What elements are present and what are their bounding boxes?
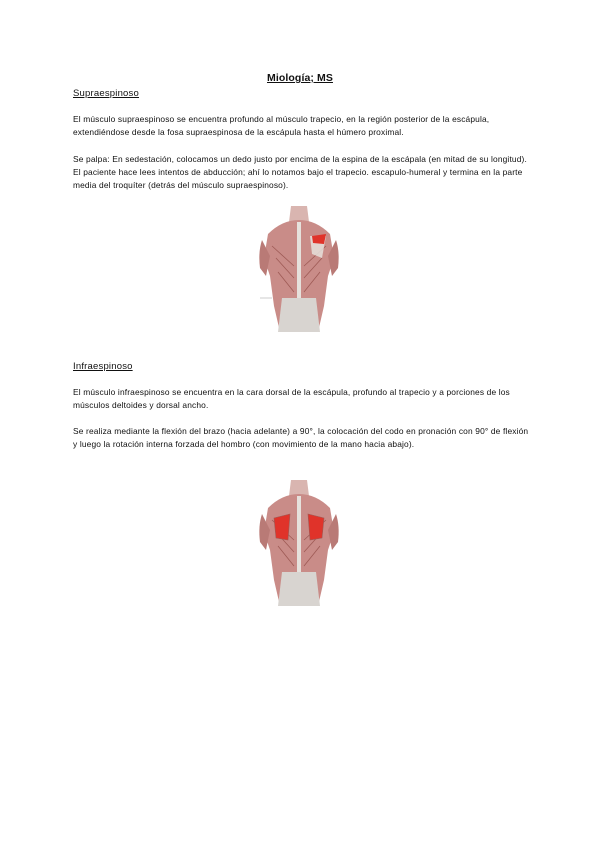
paragraph-supraespinoso-palpation: Se palpa: En sedestación, colocamos un dedo justo por encima de la espina de la escápala (en mitad de su longitud). El paciente hace lees intentos de abducción; ahí lo notamos bajo el trapecio. escapulo-humeral y termina en la parte media del troquíter (detrás del músculo supraespinoso).: [73, 154, 527, 190]
back-muscles-anatomy-image: [258, 206, 340, 334]
section-heading-infraespinoso: Infraespinoso: [73, 361, 133, 372]
supraespinoso-anatomy-image: [258, 206, 340, 334]
back-muscles-anatomy-image: [258, 480, 340, 608]
paragraph-infraespinoso-test: Se realiza mediante la flexión del brazo (hacia adelante) a 90°, la colocación del codo en pronación con 90° de flexión y luego la rotación interna forzada del hombro (con movimiento de la mano hacia abajo).: [73, 426, 529, 449]
infraespinoso-anatomy-image: [258, 480, 340, 608]
section-heading-supraespinoso: Supraespinoso: [73, 88, 139, 99]
page-title: Miología; MS: [267, 72, 333, 84]
paragraph-supraespinoso-description: El músculo supraespinoso se encuentra profundo al músculo trapecio, en la región posterior de la escápula, extendiéndose desde la fosa supraespinosa de la escápula hasta el húmero proximal.: [73, 114, 490, 137]
paragraph-infraespinoso-description: El músculo infraespinoso se encuentra en la cara dorsal de la escápula, profundo al trapecio y a porciones de los músculos deltoides y dorsal ancho.: [73, 387, 510, 410]
